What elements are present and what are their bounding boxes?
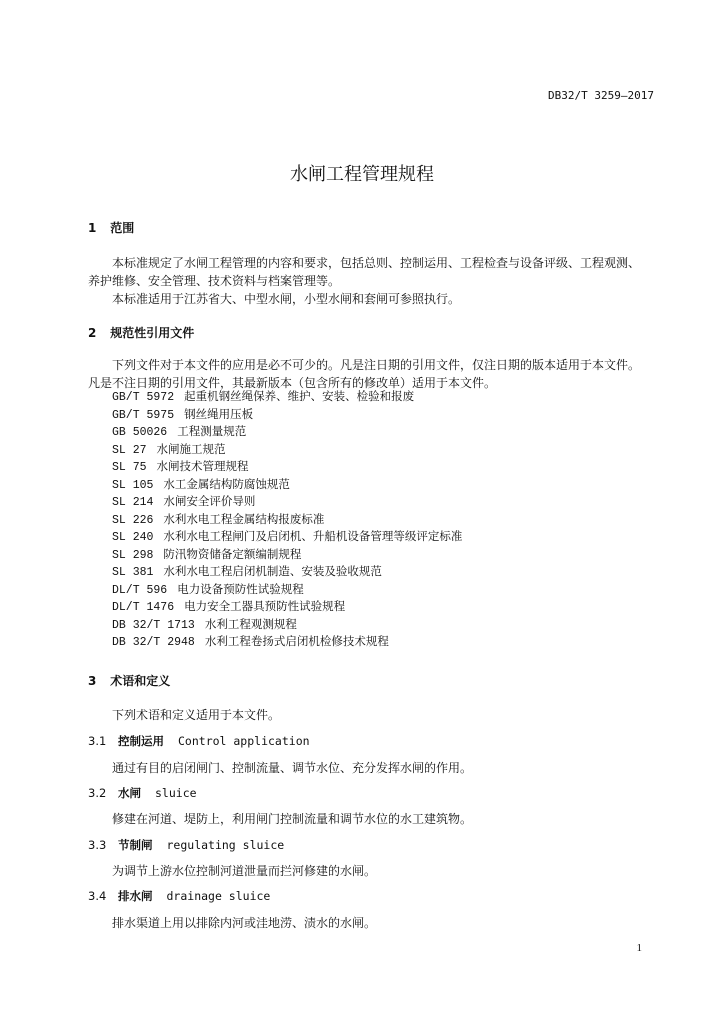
- reference-item: GB/T 5975 钢丝绳用压板: [112, 406, 254, 422]
- document-title: 水闸工程管理规程: [290, 164, 434, 185]
- references-intro-line-2: 凡是不注日期的引用文件，其最新版本（包含所有的修改单）适用于本文件。: [88, 376, 497, 390]
- term-3-4-definition: 排水渠道上用以排除内河或洼地涝、渍水的水闸。: [112, 916, 377, 930]
- section-2-heading: [88, 324, 194, 341]
- term-3-2-heading: 3.2 水闸 sluice: [88, 786, 197, 800]
- reference-item: DB 32/T 2948 水利工程卷扬式启闭机检修技术规程: [112, 634, 389, 649]
- term-3-1-heading: 3.1 控制运用 Control application: [88, 734, 310, 748]
- reference-item: DL/T 596 电力设备预防性试验规程: [112, 581, 304, 597]
- section-number: 3: [88, 674, 97, 688]
- reference-item: SL 240 水利水电工程闸门及启闭机、升船机设备管理等级评定标准: [112, 529, 463, 544]
- reference-item: SL 75 水闸技术管理规程: [112, 459, 249, 474]
- scope-paragraph-2: 本标准适用于江苏省大、中型水闸，小型水闸和套闸可参照执行。: [112, 292, 461, 306]
- reference-item: SL 105 水工金属结构防腐蚀规范: [112, 476, 290, 492]
- section-number: 2: [88, 326, 97, 340]
- reference-item: SL 214 水闸安全评价导则: [112, 494, 256, 509]
- term-3-1-definition: 通过有目的启闭闸门、控制流量、调节水位、充分发挥水闸的作用。: [112, 761, 473, 775]
- reference-item: DL/T 1476 电力安全工器具预防性试验规程: [112, 599, 346, 614]
- section-1-heading: [88, 219, 134, 236]
- scope-paragraph-line-2: 养护维修、安全管理、技术资料与档案管理等。: [88, 274, 341, 288]
- reference-item: GB/T 5972 起重机钢丝绳保养、维护、安装、检验和报废: [112, 389, 415, 404]
- section-title: 规范性引用文件: [110, 326, 195, 340]
- section-title: 范围: [110, 221, 135, 235]
- section-title: 术语和定义: [110, 674, 171, 688]
- references-intro-line-1: 下列文件对于本文件的应用是必不可少的。凡是注日期的引用文件，仅注日期的版本适用于本文件。: [112, 358, 641, 372]
- page-number: 1: [636, 942, 642, 954]
- term-3-3-heading: 3.3 节制闸 regulating sluice: [88, 838, 285, 852]
- standard-code: DB32/T 3259—2017: [548, 89, 654, 102]
- reference-item: SL 298 防汛物资储备定额编制规程: [112, 546, 302, 562]
- reference-item: DB 32/T 1713 水利工程观测规程: [112, 616, 297, 632]
- term-3-2-definition: 修建在河道、堤防上，利用闸门控制流量和调节水位的水工建筑物。: [112, 812, 473, 826]
- reference-item: GB 50026 工程测量规范: [112, 424, 247, 439]
- scope-paragraph-line-1: 本标准规定了水闸工程管理的内容和要求，包括总则、控制运用、工程检查与设备评级、工程观测、: [112, 256, 641, 270]
- term-3-3-definition: 为调节上游水位控制河道泄量而拦河修建的水闸。: [112, 864, 377, 878]
- reference-item: SL 27 水闸施工规范: [112, 441, 226, 457]
- section-number: 1: [88, 221, 97, 235]
- reference-list: [112, 388, 462, 651]
- section-3-heading: [88, 672, 170, 689]
- terms-intro: 下列术语和定义适用于本文件。: [112, 708, 281, 722]
- reference-item: SL 381 水利水电工程启闭机制造、安装及验收规范: [112, 564, 382, 579]
- reference-item: SL 226 水利水电工程金属结构报废标准: [112, 511, 325, 527]
- term-3-4-heading: 3.4 排水闸 drainage sluice: [88, 889, 271, 903]
